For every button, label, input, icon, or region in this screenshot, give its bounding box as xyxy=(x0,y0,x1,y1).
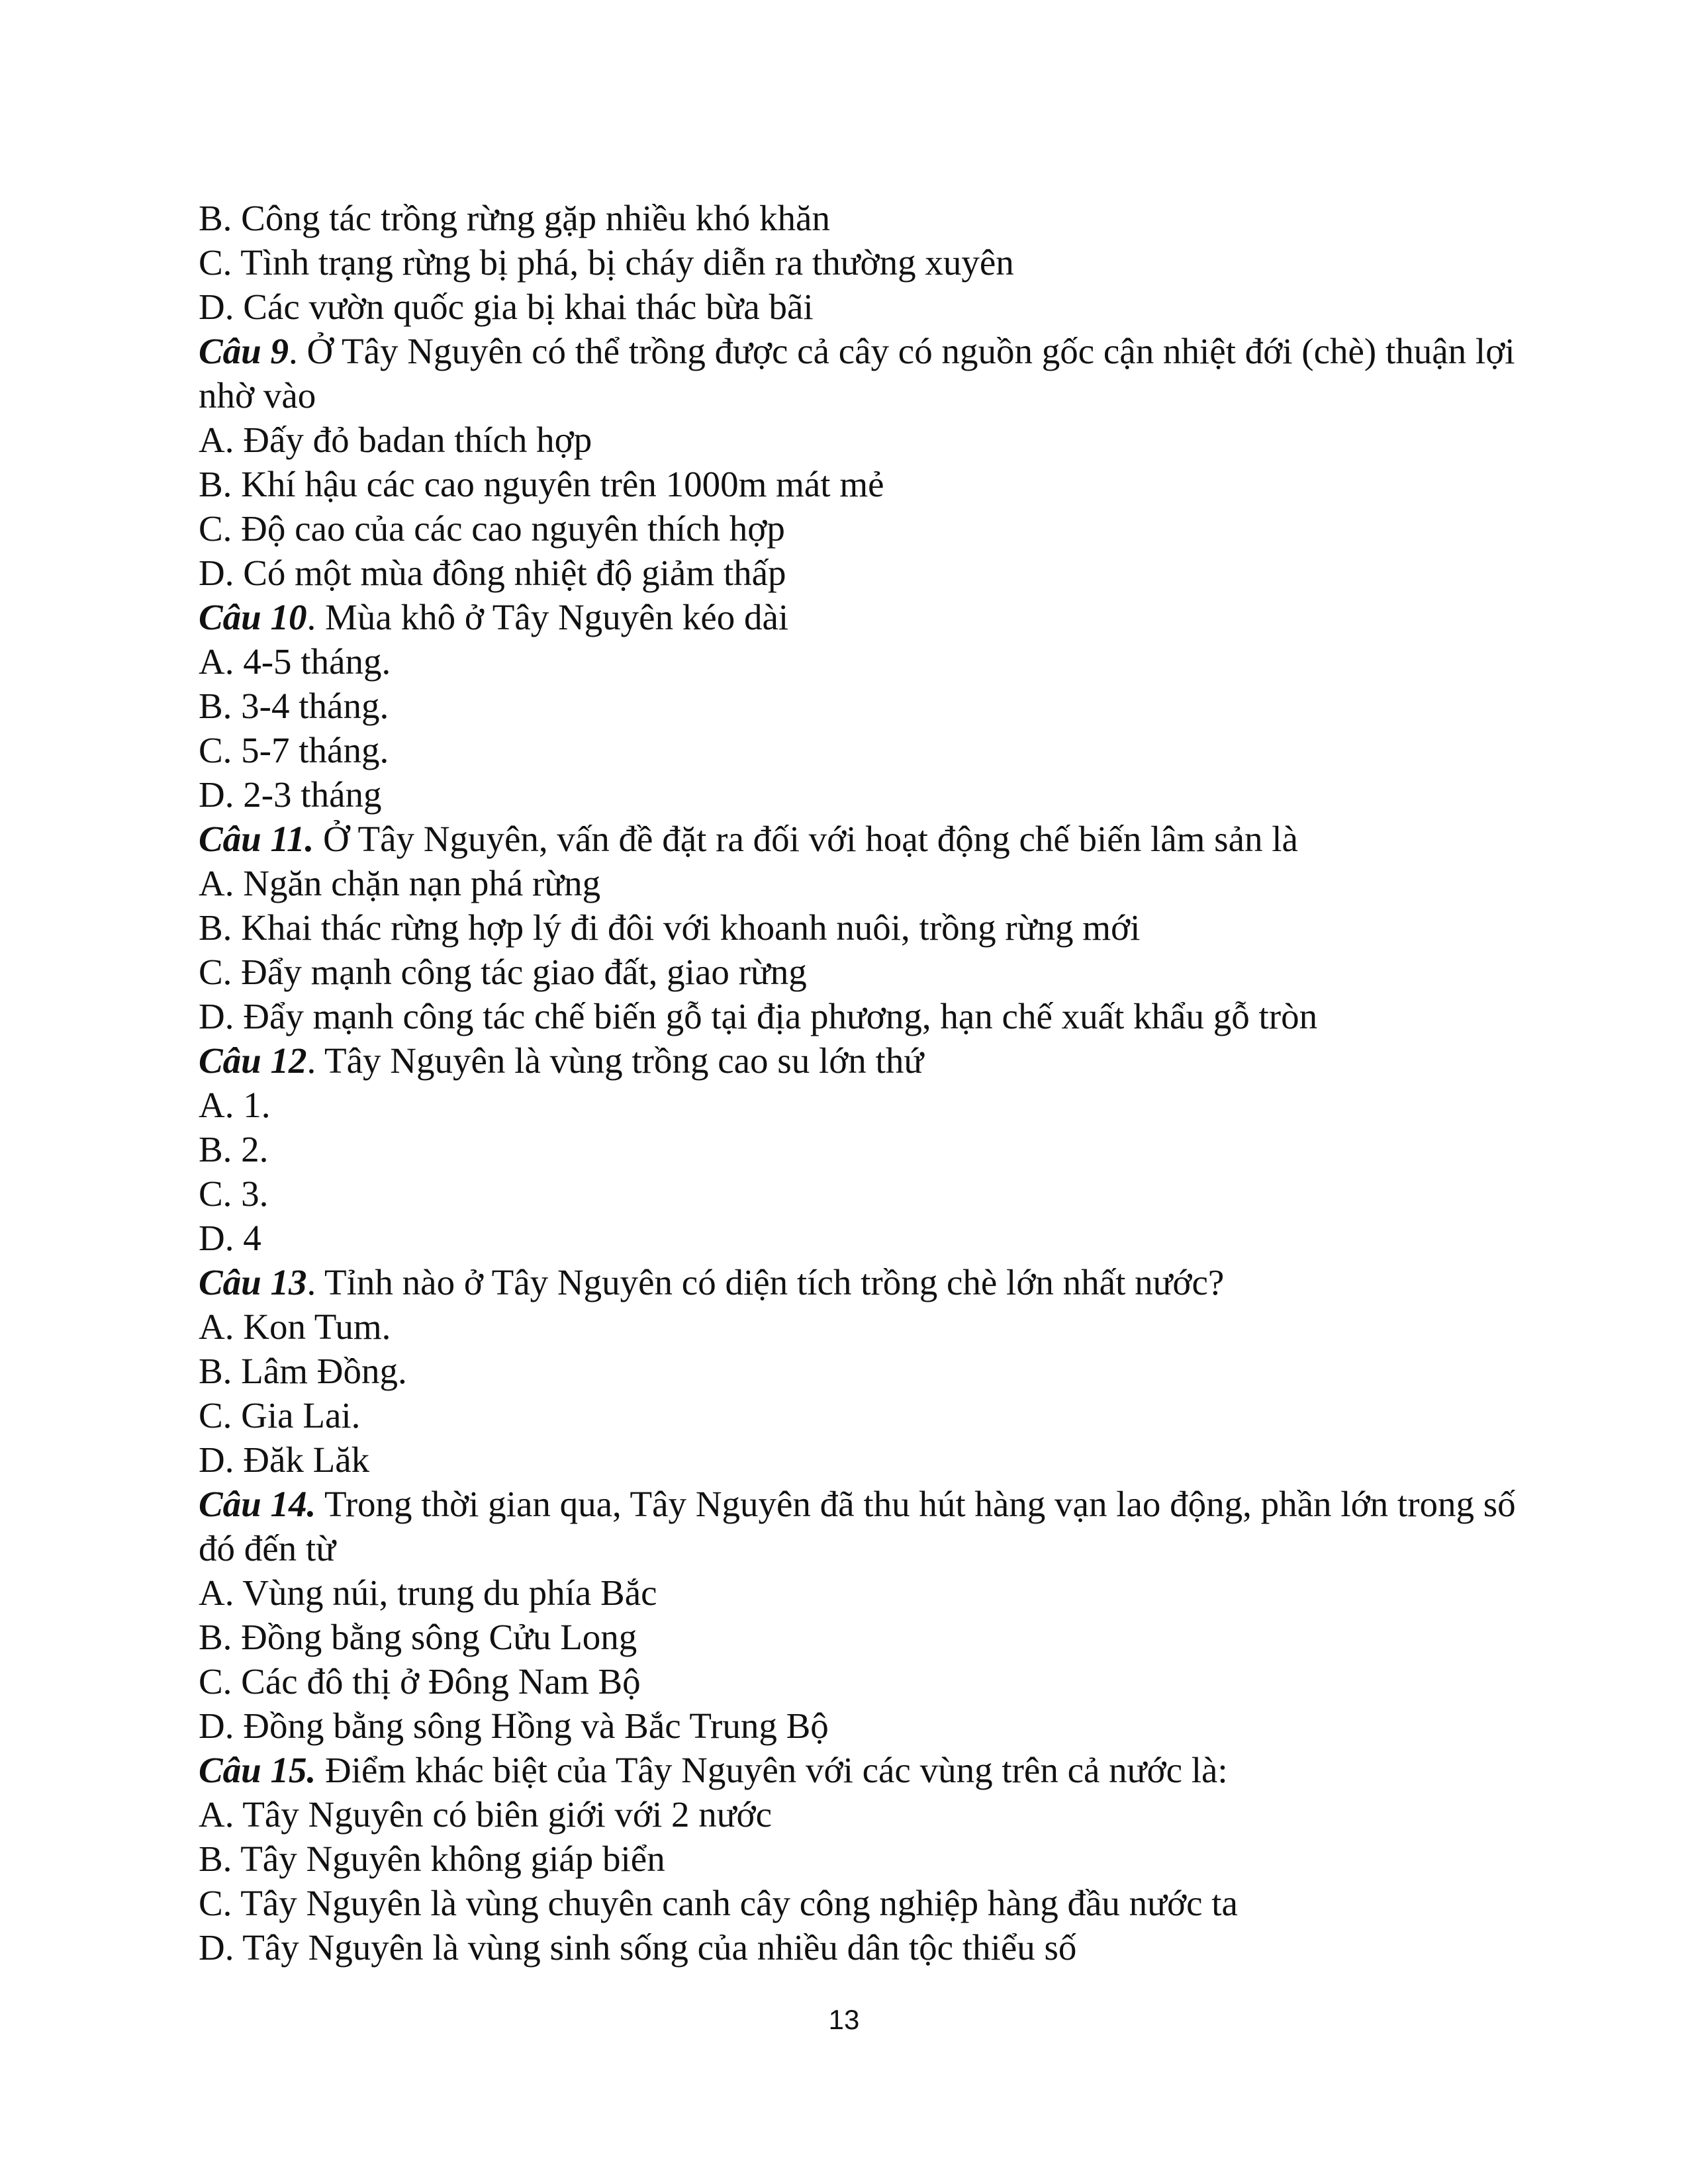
option-line: D. Có một mùa đông nhiệt độ giảm thấp xyxy=(199,553,786,593)
question-stem xyxy=(199,1482,1556,1570)
option-line: C. Tình trạng rừng bị phá, bị cháy diễn ra thường xuyên xyxy=(199,242,1014,283)
question-stem xyxy=(199,817,1556,861)
question-stem xyxy=(199,595,1556,639)
question-text: . Tỉnh nào ở Tây Nguyên có diện tích trồng chè lớn nhất nước? xyxy=(306,1262,1225,1302)
question-text: . Tây Nguyên là vùng trồng cao su lớn thứ xyxy=(306,1040,924,1081)
page-number: 13 xyxy=(828,2004,860,2035)
question-text: Ở Tây Nguyên, vấn đề đặt ra đối với hoạt động chế biến lâm sản là xyxy=(314,819,1298,859)
option-line: A. Vùng núi, trung du phía Bắc xyxy=(199,1572,657,1613)
question-text: . Ở Tây Nguyên có thể trồng được cả cây có nguồn gốc cận nhiệt đới (chè) thuận lợi nhờ vào xyxy=(199,331,1515,416)
question-number: Câu 11. xyxy=(199,819,314,859)
option-line: D. Đẩy mạnh công tác chế biến gỗ tại địa phương, hạn chế xuất khẩu gỗ tròn xyxy=(199,996,1318,1036)
question-stem xyxy=(199,1748,1556,1792)
option-line: D. Tây Nguyên là vùng sinh sống của nhiều dân tộc thiểu số xyxy=(199,1927,1077,1968)
option-line: C. Gia Lai. xyxy=(199,1395,361,1435)
question-stem xyxy=(199,1260,1556,1304)
option-line: A. Tây Nguyên có biên giới với 2 nước xyxy=(199,1794,773,1835)
question-text: Trong thời gian qua, Tây Nguyên đã thu hút hàng vạn lao động, phần lớn trong số đó đến từ xyxy=(199,1484,1516,1569)
option-line: C. Các đô thị ở Đông Nam Bộ xyxy=(199,1661,641,1702)
option-line: A. Kon Tum. xyxy=(199,1306,391,1347)
option-line: A. 1. xyxy=(199,1085,271,1125)
option-line: B. Công tác trồng rừng gặp nhiều khó khăn xyxy=(199,198,830,238)
option-line: C. Đẩy mạnh công tác giao đất, giao rừng xyxy=(199,952,807,992)
document-body xyxy=(199,196,1556,1970)
option-line: B. Lâm Đồng. xyxy=(199,1351,407,1391)
question-text: . Mùa khô ở Tây Nguyên kéo dài xyxy=(306,597,789,637)
question-number: Câu 12 xyxy=(199,1040,307,1081)
question-number: Câu 10 xyxy=(199,597,307,637)
question-number: Câu 13 xyxy=(199,1262,307,1302)
option-line: A. 4-5 tháng. xyxy=(199,641,391,682)
option-line: D. Đăk Lăk xyxy=(199,1439,370,1480)
option-line: C. 5-7 tháng. xyxy=(199,730,389,770)
option-line: A. Đấy đỏ badan thích hợp xyxy=(199,420,592,460)
option-line: B. 3-4 tháng. xyxy=(199,686,389,726)
option-line: B. Khí hậu các cao nguyên trên 1000m mát mẻ xyxy=(199,464,884,504)
option-line: D. Đồng bằng sông Hồng và Bắc Trung Bộ xyxy=(199,1706,829,1746)
question-stem xyxy=(199,1038,1556,1083)
option-line: B. 2. xyxy=(199,1129,269,1169)
option-line: C. Tây Nguyên là vùng chuyên canh cây công nghiệp hàng đầu nước ta xyxy=(199,1883,1238,1923)
option-line: B. Khai thác rừng hợp lý đi đôi với khoanh nuôi, trồng rừng mới xyxy=(199,907,1141,948)
option-line: B. Đồng bằng sông Cửu Long xyxy=(199,1617,637,1657)
option-line: A. Ngăn chặn nạn phá rừng xyxy=(199,863,601,903)
option-line: C. 3. xyxy=(199,1173,269,1214)
option-line: B. Tây Nguyên không giáp biển xyxy=(199,1839,665,1879)
question-text: Điểm khác biệt của Tây Nguyên với các vùng trên cả nước là: xyxy=(316,1750,1228,1790)
option-line: D. 2-3 tháng xyxy=(199,774,382,815)
question-stem xyxy=(199,329,1556,418)
question-number: Câu 15. xyxy=(199,1750,316,1790)
option-line: C. Độ cao của các cao nguyên thích hợp xyxy=(199,508,785,549)
question-number: Câu 14. xyxy=(199,1484,316,1524)
option-line: D. 4 xyxy=(199,1218,261,1258)
question-number: Câu 9 xyxy=(199,331,289,371)
option-line: D. Các vườn quốc gia bị khai thác bừa bãi xyxy=(199,287,814,327)
